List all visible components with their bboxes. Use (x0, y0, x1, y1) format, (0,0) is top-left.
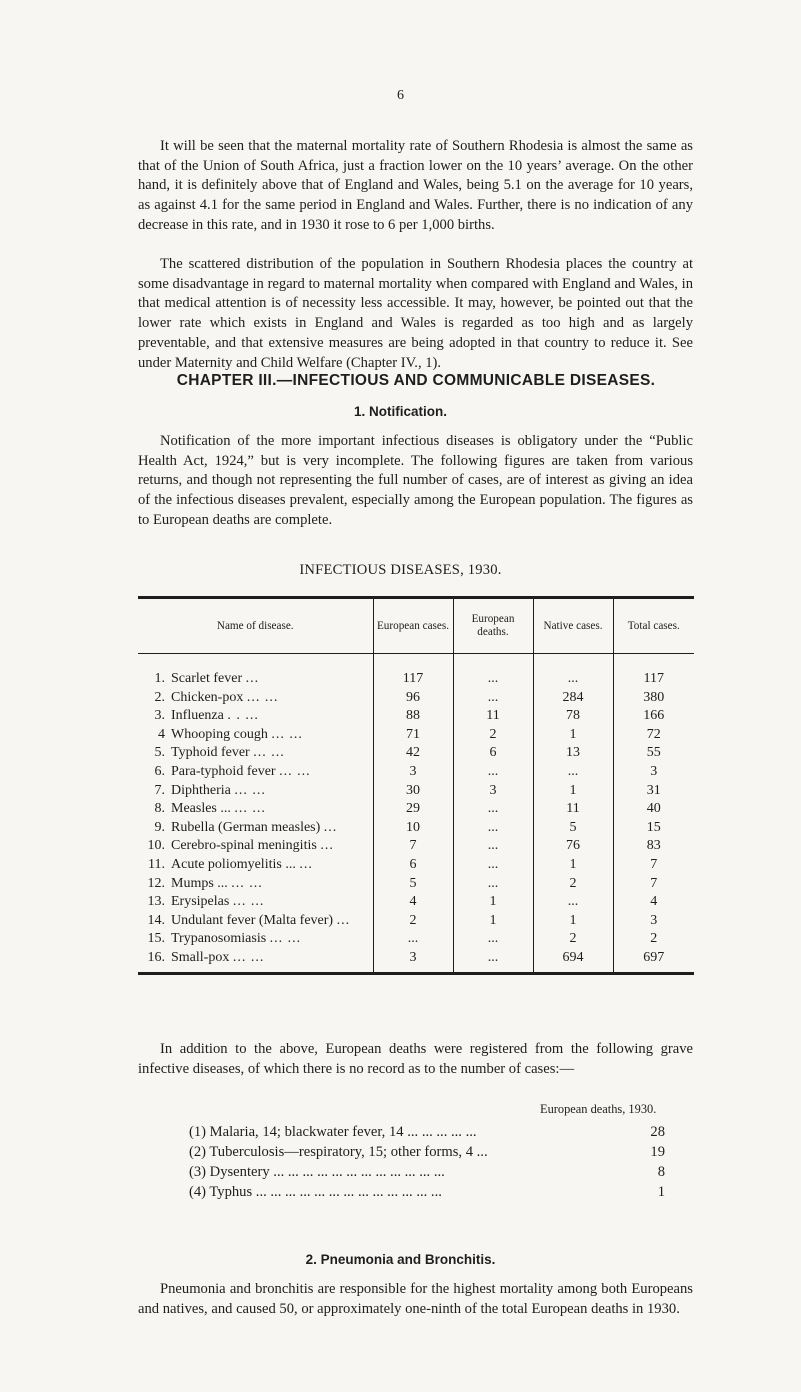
native-cases-cell: ... (533, 654, 613, 689)
table-row (138, 875, 694, 894)
dot-leader: ... (323, 819, 338, 835)
deaths-column-heading: European deaths, 1930. (540, 1102, 657, 1116)
deaths-list-item (189, 1182, 665, 1202)
disease-name-cell (138, 726, 373, 745)
disease-name: Small-pox (171, 949, 230, 965)
deaths-item-value: 28 (650, 1124, 665, 1140)
disease-name: Whooping cough (171, 726, 268, 742)
disease-name-cell (138, 819, 373, 838)
european-cases-cell: 4 (373, 893, 453, 912)
table-row (138, 689, 694, 708)
european-deaths-cell: ... (453, 930, 533, 949)
european-cases-cell: 7 (373, 837, 453, 856)
disease-name-cell (138, 875, 373, 894)
european-deaths-cell: 11 (453, 707, 533, 726)
table-row (138, 893, 694, 912)
dot-leader: ... ... (271, 726, 303, 742)
row-number: 7. (154, 782, 165, 798)
disease-name: Erysipelas (171, 894, 230, 910)
row-number: 4 (158, 726, 165, 742)
paragraph-grave-diseases: In addition to the above, European deaths were registered from the following grave infective diseases, of which there is no record as to the number of cases:— (138, 1041, 693, 1077)
header-european-deaths: European deaths. (453, 598, 533, 654)
row-number: 15. (147, 931, 165, 947)
table-row (138, 819, 694, 838)
row-number: 1. (154, 671, 165, 686)
row-number: 16. (147, 949, 165, 965)
disease-name-cell (138, 782, 373, 801)
header-native-cases: Native cases. (533, 598, 613, 654)
european-deaths-cell: 6 (453, 744, 533, 763)
european-cases-cell: 29 (373, 800, 453, 819)
table-row (138, 726, 694, 745)
dot-leader: ... ... (234, 801, 266, 817)
native-cases-cell: 694 (533, 949, 613, 973)
native-cases-cell: 5 (533, 819, 613, 838)
section-heading-pneumonia: 2. Pneumonia and Bronchitis. (305, 1252, 496, 1267)
native-cases-cell: 11 (533, 800, 613, 819)
european-deaths-cell: ... (453, 654, 533, 689)
total-cases-cell: 2 (613, 930, 694, 949)
native-cases-cell: 2 (533, 930, 613, 949)
total-cases-cell: 166 (613, 707, 694, 726)
european-deaths-cell: ... (453, 875, 533, 894)
european-cases-cell: 3 (373, 949, 453, 973)
disease-name: Typhoid fever (171, 745, 250, 761)
disease-name: Para-typhoid fever (171, 763, 276, 779)
european-cases-cell: 10 (373, 819, 453, 838)
row-number: 14. (147, 912, 165, 928)
table-row (138, 856, 694, 875)
paragraph-notification: Notification of the more important infectious diseases is obligatory under the “Public Health Act, 1924,” but is very incomplete. The following figures are taken from various returns, and though not representing the full number of cases, are of interest as giving an idea of the infectious diseases prevalent, especially among the European population. The figures as to European deaths are complete. (138, 433, 693, 528)
deaths-item-value: 8 (657, 1164, 665, 1180)
header-total-cases: Total cases. (613, 598, 694, 654)
dot-leader: ... ... (269, 931, 302, 947)
total-cases-cell: 380 (613, 689, 694, 708)
deaths-list-item (189, 1162, 665, 1182)
row-number: 5. (154, 745, 165, 761)
dot-leader: ... ... (246, 689, 279, 705)
page-number: 6 (397, 88, 404, 103)
paragraph-population-distribution: The scattered distribution of the population in Southern Rhodesia places the country at some disadvantage in regard to maternal mortality when compared with England and Wales, in that medical attention is of necessity less accessible. It may, however, be pointed out that the lower rate which exists in England and Wales is regarded as too high and as largely preventable, and that extensive measures are being adopted in that country to reduce it. See under Maternity and Child Welfare (Chapter IV., 1). (138, 256, 693, 371)
chapter-heading: CHAPTER III.—INFECTIOUS AND COMMUNICABLE DISEASES. (176, 372, 656, 389)
table-row (138, 800, 694, 819)
row-number: 9. (154, 819, 165, 835)
european-deaths-cell: ... (453, 800, 533, 819)
table-row (138, 707, 694, 726)
dot-leader: . . ... (227, 708, 259, 724)
infectious-diseases-table (138, 596, 694, 975)
european-cases-cell: 3 (373, 763, 453, 782)
disease-name: Measles ... (171, 801, 231, 817)
row-number: 13. (147, 894, 165, 910)
european-cases-cell: 88 (373, 707, 453, 726)
disease-name-cell (138, 800, 373, 819)
row-number: 12. (147, 875, 165, 891)
deaths-item-label: (2) Tuberculosis—respiratory, 15; other forms, 4 ... (189, 1144, 488, 1160)
disease-name: Chicken-pox (171, 689, 244, 705)
native-cases-cell: 1 (533, 856, 613, 875)
header-european-cases: European cases. (373, 598, 453, 654)
european-cases-cell: 6 (373, 856, 453, 875)
european-cases-cell: 71 (373, 726, 453, 745)
deaths-item-value: 19 (650, 1144, 665, 1160)
total-cases-cell: 7 (613, 875, 694, 894)
native-cases-cell: 284 (533, 689, 613, 708)
table-header-row (138, 598, 694, 654)
dot-leader: ... ... (253, 745, 285, 761)
total-cases-cell: 3 (613, 763, 694, 782)
dot-leader: ... (336, 912, 351, 928)
total-cases-cell: 83 (613, 837, 694, 856)
row-number: 10. (147, 838, 165, 854)
european-cases-cell: 30 (373, 782, 453, 801)
disease-name: Trypanosomiasis (171, 931, 267, 947)
deaths-list-item (189, 1122, 665, 1142)
disease-name: Mumps ... (171, 875, 228, 891)
table-body (138, 654, 694, 974)
dot-leader: ... ... (232, 894, 265, 910)
disease-name-cell (138, 893, 373, 912)
disease-name-cell (138, 707, 373, 726)
deaths-item-label: (1) Malaria, 14; blackwater fever, 14 ... ... ... ... ... (189, 1124, 477, 1140)
european-deaths-cell: 2 (453, 726, 533, 745)
european-cases-cell: 42 (373, 744, 453, 763)
total-cases-cell: 3 (613, 912, 694, 931)
native-cases-cell: 1 (533, 726, 613, 745)
european-deaths-cell: ... (453, 856, 533, 875)
disease-name-cell (138, 654, 373, 689)
total-cases-cell: 7 (613, 856, 694, 875)
disease-name-cell (138, 912, 373, 931)
native-cases-cell: 1 (533, 782, 613, 801)
european-cases-cell: 96 (373, 689, 453, 708)
table-row (138, 782, 694, 801)
european-deaths-cell: ... (453, 689, 533, 708)
dot-leader: ... (299, 856, 313, 872)
disease-name: Scarlet fever (171, 671, 243, 686)
disease-name-cell (138, 744, 373, 763)
european-cases-cell: 117 (373, 654, 453, 689)
disease-name-cell (138, 837, 373, 856)
total-cases-cell: 40 (613, 800, 694, 819)
total-cases-cell: 72 (613, 726, 694, 745)
disease-name-cell (138, 930, 373, 949)
row-number: 2. (154, 689, 165, 705)
deaths-item-label: (3) Dysentery ... ... ... ... ... ... ... ... ... ... ... ... (189, 1164, 445, 1180)
deaths-item-label: (4) Typhus ... ... ... ... ... ... ... ... ... ... ... ... ... (189, 1184, 442, 1200)
table-row (138, 763, 694, 782)
european-deaths-cell: 1 (453, 893, 533, 912)
disease-name-cell (138, 949, 373, 973)
native-cases-cell: 76 (533, 837, 613, 856)
disease-name: Acute poliomyelitis ... (171, 856, 296, 872)
total-cases-cell: 117 (613, 654, 694, 689)
table-row (138, 912, 694, 931)
table-row (138, 837, 694, 856)
disease-name: Undulant fever (Malta fever) (171, 912, 334, 928)
disease-name-cell (138, 763, 373, 782)
row-number: 3. (154, 708, 165, 724)
table-row (138, 654, 694, 689)
total-cases-cell: 15 (613, 819, 694, 838)
row-number: 8. (154, 801, 165, 817)
row-number: 11. (148, 856, 165, 872)
european-deaths-cell: 1 (453, 912, 533, 931)
native-cases-cell: ... (533, 893, 613, 912)
dot-leader: ... (245, 671, 260, 686)
european-deaths-cell: ... (453, 763, 533, 782)
paragraph-maternal-mortality: It will be seen that the maternal mortality rate of Southern Rhodesia is almost the same as that of the Union of South Africa, just a fraction lower on the 10 years’ average. On the other hand, it is definitely above that of England and Wales, being 5.1 on the average for 10 years, as against 4.1 for the same period in England and Wales. Further, there is no indication of any decrease in this rate, and in 1930 it rose to 6 per 1,000 births. (138, 138, 693, 233)
dot-leader: ... ... (234, 782, 266, 798)
dot-leader: ... ... (279, 763, 311, 779)
native-cases-cell: ... (533, 763, 613, 782)
dot-leader: ... ... (232, 949, 265, 965)
row-number: 6. (154, 763, 165, 779)
deaths-item-value: 1 (657, 1184, 665, 1200)
disease-name-cell (138, 689, 373, 708)
disease-name: Cerebro-spinal meningitis (171, 838, 317, 854)
european-deaths-cell: ... (453, 819, 533, 838)
european-cases-cell: ... (373, 930, 453, 949)
european-cases-cell: 5 (373, 875, 453, 894)
european-deaths-cell: ... (453, 949, 533, 973)
native-cases-cell: 2 (533, 875, 613, 894)
table-title: INFECTIOUS DISEASES, 1930. (299, 562, 502, 578)
total-cases-cell: 697 (613, 949, 694, 973)
table-row (138, 930, 694, 949)
disease-name-cell (138, 856, 373, 875)
european-deaths-cell: 3 (453, 782, 533, 801)
total-cases-cell: 55 (613, 744, 694, 763)
native-cases-cell: 78 (533, 707, 613, 726)
paragraph-pneumonia: Pneumonia and bronchitis are responsible for the highest mortality among both Europeans and natives, and caused 50, or approximately one-ninth of the total European deaths in 1930. (138, 1281, 693, 1317)
european-deaths-cell: ... (453, 837, 533, 856)
deaths-list-item (189, 1142, 665, 1162)
total-cases-cell: 4 (613, 893, 694, 912)
disease-name: Influenza (171, 708, 224, 724)
header-disease-name: Name of disease. (138, 598, 373, 654)
deaths-list (189, 1122, 665, 1202)
disease-name: Diphtheria (171, 782, 231, 798)
dot-leader: ... ... (231, 875, 263, 891)
native-cases-cell: 13 (533, 744, 613, 763)
dot-leader: ... (320, 838, 334, 854)
table-row (138, 744, 694, 763)
section-heading-notification: 1. Notification. (353, 404, 447, 419)
disease-name: Rubella (German measles) (171, 819, 321, 835)
native-cases-cell: 1 (533, 912, 613, 931)
table-row (138, 949, 694, 973)
european-cases-cell: 2 (373, 912, 453, 931)
total-cases-cell: 31 (613, 782, 694, 801)
